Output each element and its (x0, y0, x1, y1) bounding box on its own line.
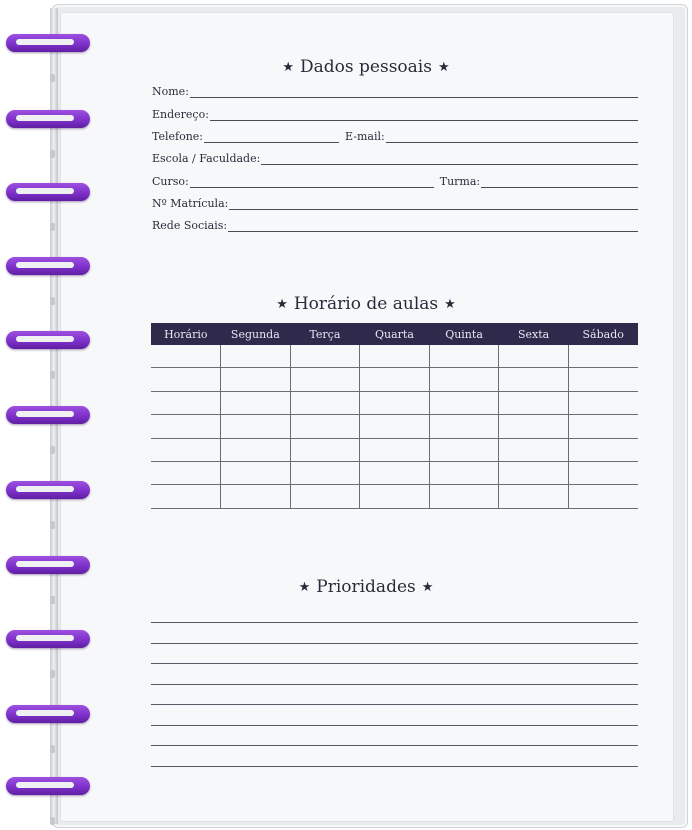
schedule-cell[interactable] (499, 485, 569, 508)
priority-line[interactable] (151, 745, 638, 746)
schedule-cell[interactable] (499, 461, 569, 484)
schedule-header-cell: Sexta (499, 323, 569, 345)
field-line[interactable] (190, 175, 434, 188)
schedule-header-cell: Terça (290, 323, 360, 345)
priorities-title-text: Prioridades (316, 577, 416, 597)
schedule-cell[interactable] (360, 391, 430, 414)
star-icon: ★ (282, 60, 295, 75)
binding-ring (6, 183, 90, 201)
schedule-cell[interactable] (151, 461, 221, 484)
punch-hole (50, 446, 55, 454)
field-line[interactable] (210, 108, 638, 121)
section-title-priorities (60, 577, 672, 597)
field-line[interactable] (229, 197, 638, 210)
punch-hole (50, 670, 55, 678)
schedule-cell[interactable] (221, 391, 291, 414)
binding-ring (6, 777, 90, 795)
schedule-cell[interactable] (221, 415, 291, 438)
binding-ring (6, 630, 90, 648)
schedule-cell[interactable] (360, 438, 430, 461)
punch-hole (50, 297, 55, 305)
personal-title-text: Dados pessoais (300, 57, 432, 77)
field-label: Nome: (152, 85, 189, 98)
schedule-cell[interactable] (360, 345, 430, 368)
schedule-cell[interactable] (151, 368, 221, 391)
priority-line[interactable] (151, 622, 638, 623)
priority-line[interactable] (151, 704, 638, 705)
schedule-cell[interactable] (499, 368, 569, 391)
field-nome[interactable] (152, 80, 638, 98)
field-line[interactable] (190, 85, 638, 98)
star-icon: ★ (298, 580, 311, 595)
schedule-header-cell: Quinta (429, 323, 499, 345)
field-label: Rede Sociais: (152, 219, 228, 232)
schedule-body (151, 345, 638, 508)
schedule-cell[interactable] (499, 415, 569, 438)
field-label: E-mail: (345, 130, 385, 143)
schedule-table (151, 323, 638, 509)
schedule-cell[interactable] (429, 415, 499, 438)
schedule-cell[interactable] (360, 461, 430, 484)
schedule-row (151, 461, 638, 484)
schedule-cell[interactable] (221, 438, 291, 461)
field-label: Telefone: (152, 130, 204, 143)
punch-hole (50, 817, 55, 825)
field-line[interactable] (261, 152, 638, 165)
binding-ring (6, 34, 90, 52)
punch-hole (50, 745, 55, 753)
schedule-cell[interactable] (290, 415, 360, 438)
schedule-cell[interactable] (568, 368, 638, 391)
schedule-cell[interactable] (360, 415, 430, 438)
schedule-cell[interactable] (429, 368, 499, 391)
priority-line[interactable] (151, 725, 638, 726)
field-label: Curso: (152, 175, 189, 188)
binding-ring (6, 705, 90, 723)
schedule-cell[interactable] (429, 391, 499, 414)
schedule-cell[interactable] (429, 461, 499, 484)
field-label: Endereço: (152, 108, 209, 121)
schedule-cell[interactable] (499, 438, 569, 461)
priority-line[interactable] (151, 663, 638, 664)
binding-ring (6, 110, 90, 128)
schedule-row (151, 368, 638, 391)
schedule-cell[interactable] (568, 415, 638, 438)
schedule-cell[interactable] (151, 415, 221, 438)
section-title-schedule (60, 294, 672, 314)
schedule-header-cell: Segunda (221, 323, 291, 345)
schedule-cell[interactable] (290, 391, 360, 414)
binding-ring (6, 406, 90, 424)
schedule-row (151, 345, 638, 368)
field-curso-turma[interactable] (152, 170, 638, 188)
schedule-cell[interactable] (499, 345, 569, 368)
field-endereco[interactable] (152, 103, 638, 121)
punch-hole (50, 521, 55, 529)
schedule-cell[interactable] (151, 391, 221, 414)
schedule-title-text: Horário de aulas (293, 294, 439, 314)
field-matricula[interactable] (152, 192, 638, 210)
schedule-cell[interactable] (360, 485, 430, 508)
schedule-cell[interactable] (290, 345, 360, 368)
schedule-header-cell: Sábado (568, 323, 638, 345)
schedule-cell[interactable] (568, 438, 638, 461)
schedule-cell[interactable] (429, 345, 499, 368)
field-line[interactable] (228, 219, 638, 232)
schedule-cell[interactable] (221, 485, 291, 508)
schedule-cell[interactable] (151, 345, 221, 368)
schedule-cell[interactable] (429, 485, 499, 508)
priority-line[interactable] (151, 684, 638, 685)
binding-ring (6, 481, 90, 499)
priority-line[interactable] (151, 643, 638, 644)
schedule-cell[interactable] (568, 485, 638, 508)
schedule-cell[interactable] (429, 438, 499, 461)
punch-hole (50, 596, 55, 604)
star-icon: ★ (421, 580, 434, 595)
star-icon: ★ (276, 297, 288, 312)
schedule-cell[interactable] (568, 391, 638, 414)
schedule-header-cell: Quarta (360, 323, 430, 345)
schedule-row (151, 438, 638, 461)
star-icon: ★ (444, 297, 456, 312)
schedule-row (151, 485, 638, 508)
schedule-cell[interactable] (568, 461, 638, 484)
schedule-cell[interactable] (151, 485, 221, 508)
field-label: Escola / Faculdade: (152, 152, 261, 165)
section-title-personal (60, 57, 672, 77)
punch-hole (50, 150, 55, 158)
punch-hole (50, 74, 55, 82)
field-telefone-email[interactable] (152, 125, 638, 143)
schedule-row (151, 415, 638, 438)
schedule-cell[interactable] (568, 345, 638, 368)
priority-line[interactable] (151, 766, 638, 767)
schedule-cell[interactable] (290, 368, 360, 391)
schedule-header-row (151, 323, 638, 345)
binding-ring (6, 331, 90, 349)
schedule-header-cell: Horário (151, 323, 221, 345)
schedule-cell[interactable] (221, 368, 291, 391)
schedule-row (151, 391, 638, 414)
punch-hole (50, 223, 55, 231)
field-escola[interactable] (152, 147, 638, 165)
schedule-cell[interactable] (499, 391, 569, 414)
binding-ring (6, 257, 90, 275)
field-line[interactable] (204, 130, 339, 143)
field-line[interactable] (481, 175, 638, 188)
punch-hole (50, 371, 55, 379)
binding-ring (6, 556, 90, 574)
field-line[interactable] (386, 130, 638, 143)
field-label: Turma: (439, 175, 481, 188)
schedule-cell[interactable] (290, 438, 360, 461)
field-redes[interactable] (152, 214, 638, 232)
schedule-cell[interactable] (151, 438, 221, 461)
schedule-cell[interactable] (290, 485, 360, 508)
schedule-cell[interactable] (221, 461, 291, 484)
schedule-cell[interactable] (221, 345, 291, 368)
schedule-cell[interactable] (360, 368, 430, 391)
field-label: Nº Matrícula: (152, 197, 229, 210)
star-icon: ★ (437, 60, 450, 75)
schedule-cell[interactable] (290, 461, 360, 484)
